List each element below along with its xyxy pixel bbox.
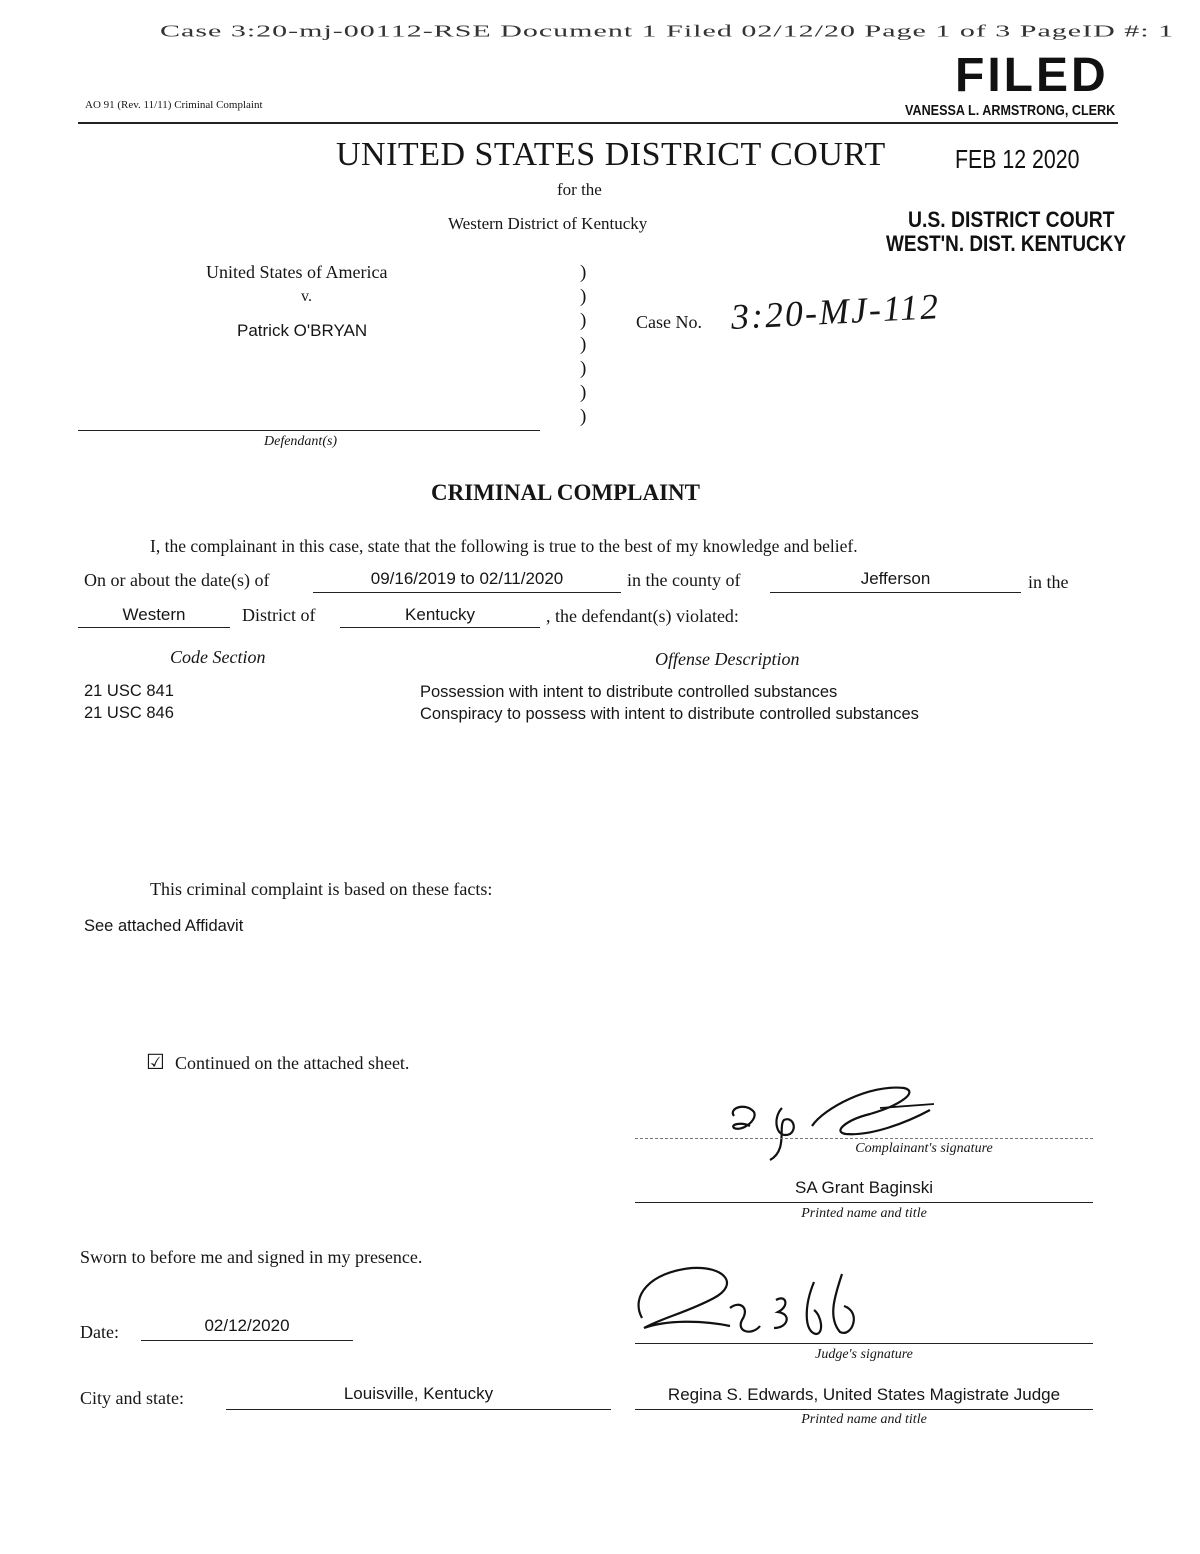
city-state-label: City and state: [80, 1388, 184, 1408]
court-stamp-line1: U.S. DISTRICT COURT [908, 207, 1115, 232]
header-rule [78, 122, 1118, 124]
caption-paren: ) [580, 286, 587, 307]
county-label: in the county of [627, 570, 741, 590]
judge-name-underline [635, 1409, 1093, 1410]
facts-intro: This criminal complaint is based on these facts: [150, 879, 493, 899]
state-field: Kentucky [405, 605, 475, 624]
district-direction-underline [78, 627, 230, 628]
versus-label: v. [301, 288, 312, 305]
clerk-name-stamp: VANESSA L. ARMSTRONG, CLERK [905, 102, 1116, 119]
caption-paren: ) [580, 358, 587, 379]
facts-text: See attached Affidavit [84, 917, 244, 935]
signature-stroke [833, 1274, 854, 1333]
signature-stroke [880, 1104, 934, 1108]
form-identifier: AO 91 (Rev. 11/11) Criminal Complaint [85, 99, 263, 111]
caption-paren: ) [580, 382, 587, 403]
code-section-header: Code Section [170, 647, 266, 667]
judge-name-label: Printed name and title [801, 1412, 927, 1427]
court-name: UNITED STATES DISTRICT COURT [336, 136, 886, 173]
continued-label: Continued on the attached sheet. [175, 1053, 410, 1073]
signature-stroke [774, 1298, 787, 1328]
plaintiff-name: United States of America [206, 262, 388, 282]
city-state-field: Louisville, Kentucky [343, 1384, 494, 1403]
caption-paren: ) [580, 262, 587, 283]
complainant-name-label: Printed name and title [801, 1206, 927, 1221]
sworn-statement: Sworn to before me and signed in my presence. [80, 1247, 423, 1267]
offense-description: Possession with intent to distribute controlled substances [420, 683, 838, 701]
court-for-the: for the [557, 180, 602, 199]
case-number-label: Case No. [636, 312, 702, 332]
signature-stroke [639, 1268, 730, 1328]
complainant-signature-line [635, 1138, 1093, 1139]
city-state-underline [226, 1409, 611, 1410]
signature-stroke [812, 1088, 930, 1135]
signature-stroke [807, 1282, 821, 1334]
document-header-banner: Case 3:20-mj-00112-RSE Document 1 Filed 02/12/20 Page 1 of 3 PageID #: 1 [160, 22, 1175, 41]
defendant-label: Defendant(s) [264, 434, 338, 449]
district-of-label: District of [242, 605, 316, 625]
caption-paren: ) [580, 406, 587, 427]
judge-signature-label: Judge's signature [815, 1347, 913, 1362]
defendant-underline [78, 430, 540, 431]
date-underline [141, 1340, 353, 1341]
case-number-handwritten: 3:20-MJ-112 [729, 286, 942, 337]
signature-stroke [733, 1107, 755, 1129]
caption-paren: ) [580, 310, 587, 331]
defendant-name: Patrick O'BRYAN [237, 321, 368, 340]
offense-description-header: Offense Description [655, 649, 800, 669]
complainant-signature-label: Complainant's signature [855, 1141, 993, 1156]
complainant-name: SA Grant Baginski [795, 1178, 933, 1197]
county-underline [770, 592, 1021, 593]
date-field: 02/12/2020 [204, 1316, 290, 1335]
complainant-statement: I, the complainant in this case, state that the following is true to the best of my knowledge and belief. [150, 536, 858, 556]
offense-dates-field: 09/16/2019 to 02/11/2020 [370, 569, 564, 588]
signature-stroke [730, 1305, 760, 1332]
county-field: Jefferson [860, 569, 931, 588]
caption-paren: ) [580, 334, 587, 355]
offense-code: 21 USC 846 [84, 704, 174, 722]
filed-date-stamp: FEB 12 2020 [955, 144, 1080, 174]
court-stamp-line2: WEST'N. DIST. KENTUCKY [886, 231, 1126, 256]
in-the-label: in the [1028, 572, 1069, 592]
continued-checkbox: ☑ [146, 1051, 165, 1074]
date-prefix-label: On or about the date(s) of [84, 570, 270, 590]
complainant-name-underline [635, 1202, 1093, 1203]
filed-stamp-title: FILED [955, 49, 1109, 102]
judge-signature-graphic [628, 1262, 868, 1347]
complaint-title: CRIMINAL COMPLAINT [431, 480, 700, 505]
violated-label: , the defendant(s) violated: [546, 606, 739, 626]
offense-dates-underline [313, 592, 621, 593]
offense-description: Conspiracy to possess with intent to distribute controlled substances [420, 705, 919, 723]
state-underline [340, 627, 540, 628]
judge-signature-line [635, 1343, 1093, 1344]
district-direction-field: Western [122, 605, 186, 624]
date-label: Date: [80, 1322, 119, 1342]
offense-code: 21 USC 841 [84, 682, 174, 700]
court-district: Western District of Kentucky [448, 214, 648, 233]
judge-name: Regina S. Edwards, United States Magistrate Judge [667, 1385, 1061, 1404]
